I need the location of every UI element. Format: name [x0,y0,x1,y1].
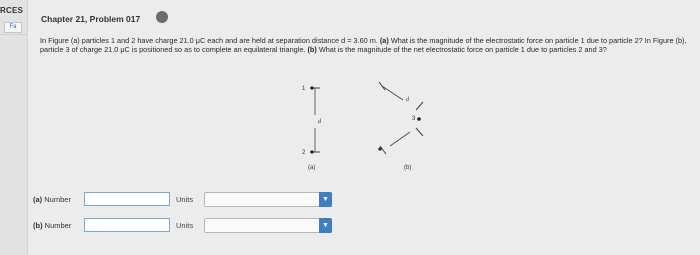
units-label-b: Units [176,221,194,230]
particle-fig-b-bottom-dot [378,147,381,150]
answer-label-b-text: Number [44,221,72,230]
figure-b-top-line [382,86,403,100]
number-input-b[interactable] [84,218,170,232]
particle-1-label: 1 [302,86,306,92]
figure-b-top-end [379,82,385,90]
particle-3-label: 3 [412,116,416,122]
figure-a [302,86,322,171]
particle-2-label: 2 [302,150,306,156]
problem-figure [288,68,438,173]
number-input-a[interactable] [84,192,170,206]
sidebar-title: RCES [0,6,24,15]
part-a-tag: (a) [379,36,389,45]
answer-row-a [28,192,700,212]
status-indicator-icon [156,11,168,23]
figure-b-distance-label: d [406,97,409,103]
figure-b [378,82,423,171]
figure-a-distance-label: d [318,119,321,125]
particle-1-dot [310,86,313,89]
sidebar-tab[interactable]: Fa [4,22,22,33]
problem-text-1: In Figure (a) particles 1 and 2 have charge 21.0 μC each and are held at separation distance d = 3.60 m. [40,36,378,45]
figure-b-right-end-top [416,102,423,110]
answer-label-b [33,221,71,230]
figure-b-bottom-line [390,132,410,146]
answer-label-a-text: Number [44,195,71,204]
chevron-down-icon[interactable]: ▼ [319,218,332,233]
problem-title: Chapter 21, Problem 017 [41,14,141,24]
problem-panel [27,0,700,255]
figure-b-right-end-bottom [416,128,423,136]
figure-a-caption: (a) [308,165,316,171]
figure-b-caption: (b) [404,165,412,171]
problem-text-3: What is the magnitude of the net electrostatic force on particle 1 due to particles 2 and 3? [316,45,607,54]
units-select-a[interactable] [204,192,332,207]
particle-3-dot [417,117,421,121]
answer-label-a [33,195,71,204]
sidebar [0,0,27,255]
answer-row-b [28,218,700,238]
sidebar-divider [0,34,27,35]
units-select-b[interactable] [204,218,332,233]
problem-text-2: What is the magnitude of the electrostatic force on particle 1 due to particle 2? In Figure (b), particle 3 of charge 21.0 μC is positioned so as to complete an equilateral triangle. [40,36,687,54]
part-b-tag: (b) [307,45,317,54]
chevron-down-icon[interactable]: ▼ [319,192,332,207]
particle-2-dot [310,150,313,153]
answer-part-b: (b) [33,221,43,230]
units-label-a: Units [176,195,194,204]
answer-part-a: (a) [33,195,43,204]
problem-statement [40,36,688,54]
